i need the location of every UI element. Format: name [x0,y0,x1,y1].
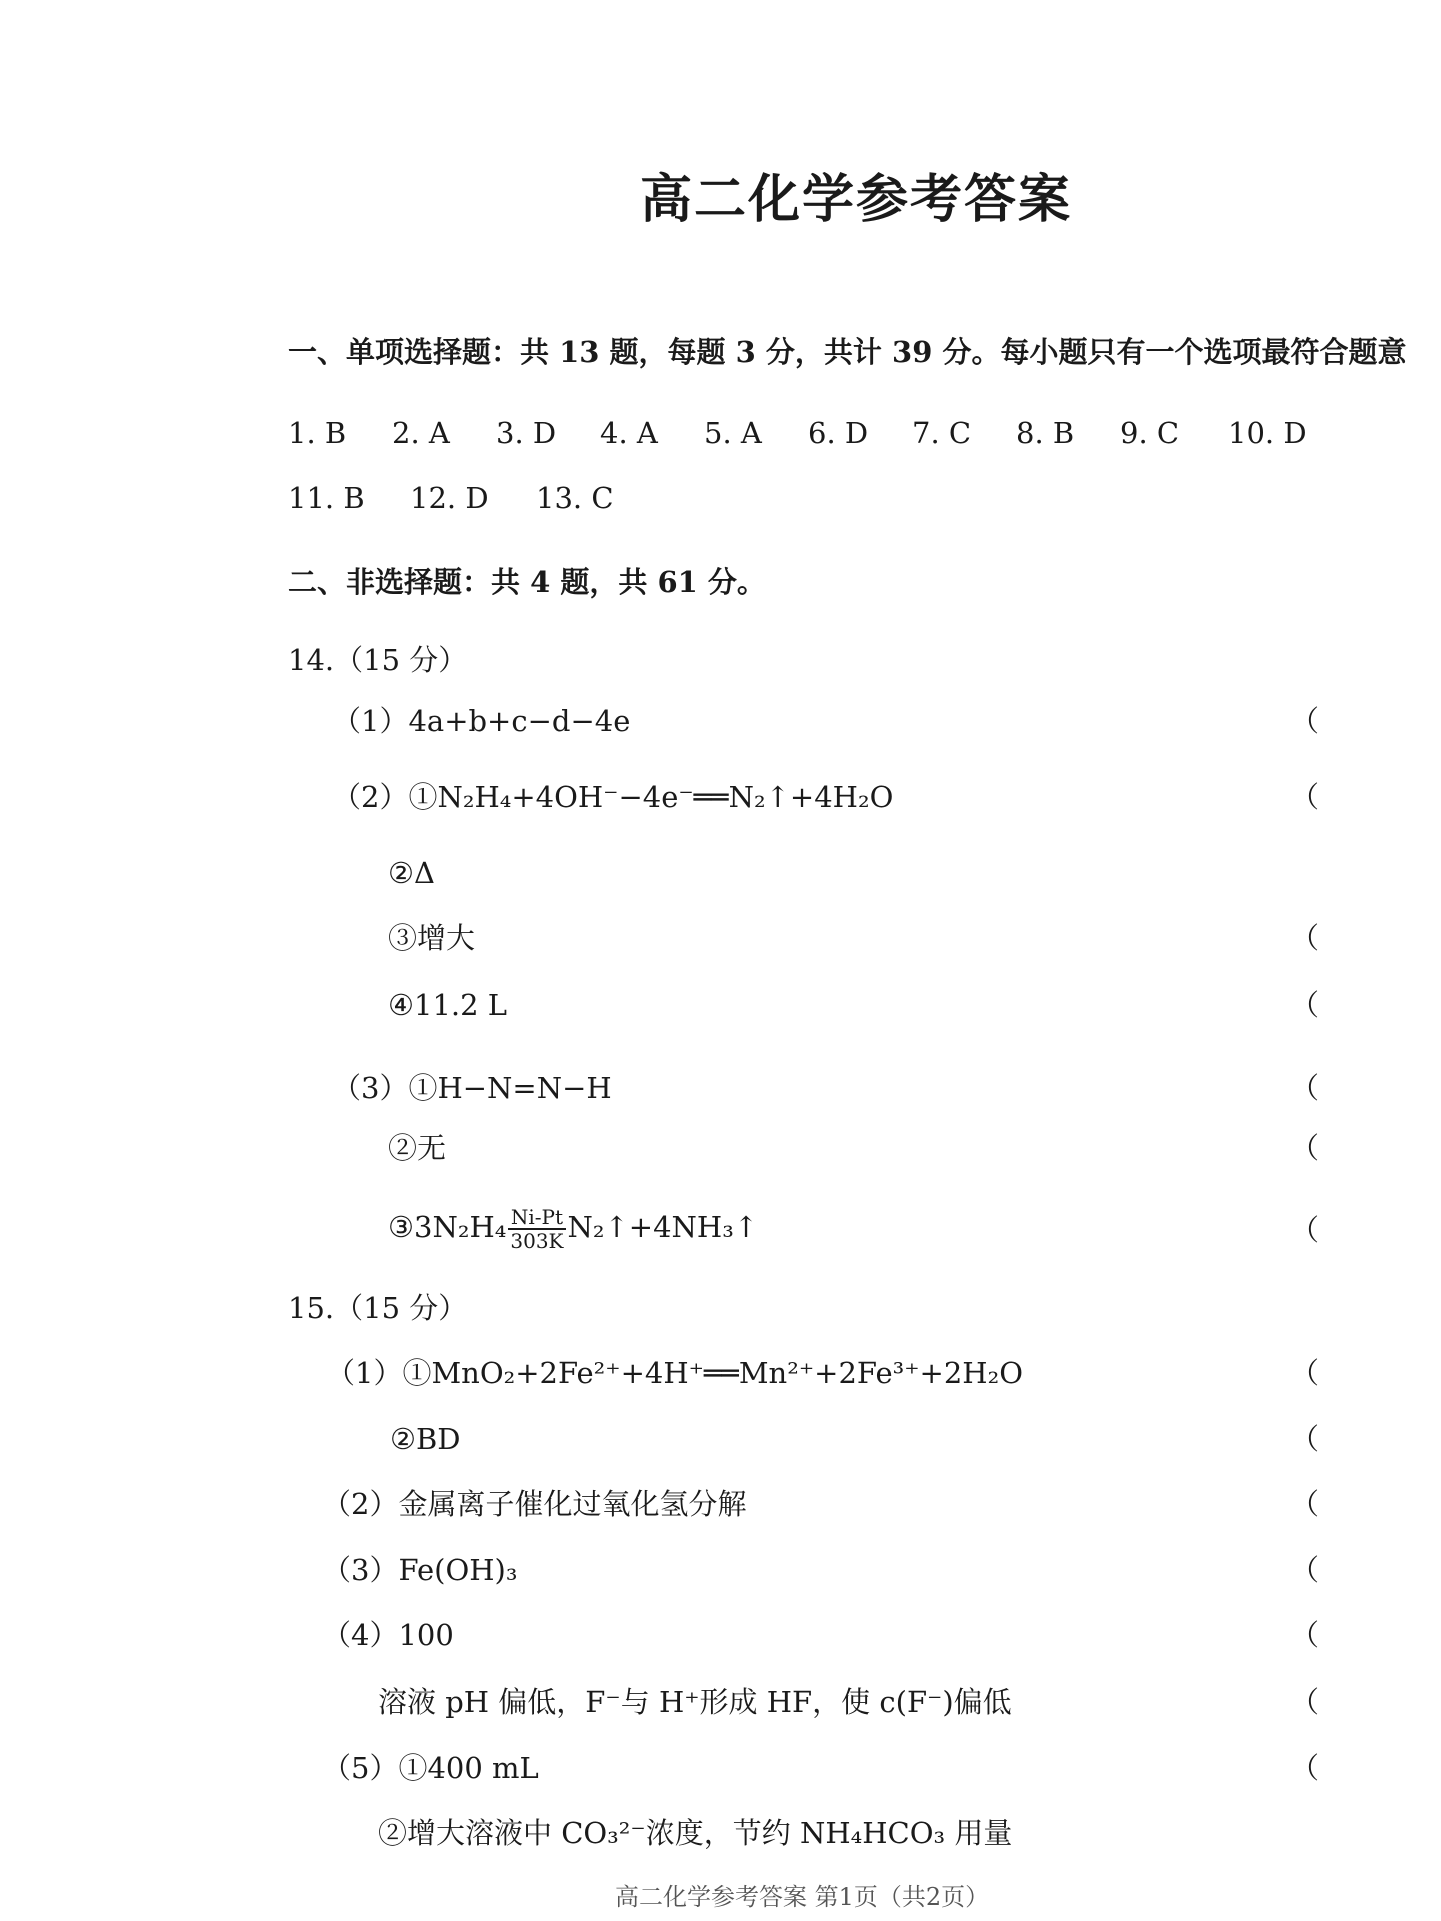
score-paren: （ [1290,1618,1320,1652]
mcq-answer: 8. B [1016,416,1075,450]
mcq-answer: 12. D [410,481,489,515]
page-title: 高二化学参考答案 [640,169,1073,230]
score-paren: （ [1290,1071,1320,1105]
score-paren: （ [1290,1751,1320,1785]
score-paren: （ [1290,1553,1320,1587]
q14-part3-1: （3）①H−N=N−H [332,1071,612,1105]
q14-part2-3: ③增大 [388,921,476,955]
mcq-answer: 1. B [288,416,347,450]
q15-part4: （4）100 [322,1618,454,1652]
mcq-answer: 9. C [1120,416,1180,450]
mcq-answer: 5. A [704,416,762,450]
score-paren: （ [1290,921,1320,955]
mcq-answer: 4. A [600,416,658,450]
score-paren: （ [1290,1487,1320,1521]
q14-part2-1: （2）①N₂H₄+4OH⁻−4e⁻══N₂↑+4H₂O [332,780,894,814]
catalyst-label: Ni-Pt [508,1206,565,1230]
equation-products: N₂↑+4NH₃↑ [567,1210,759,1244]
section2-heading: 二、非选择题：共 4 题，共 61 分。 [288,565,766,599]
q15-part5-1: （5）①400 mL [322,1751,539,1785]
score-paren: （ [1290,1685,1320,1719]
equation-reactants: ③3N₂H₄ [388,1210,507,1244]
mcq-answer: 10. D [1228,416,1307,450]
q14-part2-4: ④11.2 L [388,988,508,1022]
q15-part1-1: （1）①MnO₂+2Fe²⁺+4H⁺══Mn²⁺+2Fe³⁺+2H₂O [326,1356,1023,1390]
mcq-answer: 3. D [496,416,557,450]
q15-part5-2: ②增大溶液中 CO₃²⁻浓度，节约 NH₄HCO₃ 用量 [378,1816,1013,1850]
q14-header: 14.（15 分） [288,643,468,677]
score-paren: （ [1290,1356,1320,1390]
q14-part2-2: ②Δ [388,856,435,890]
q14-part3-2: ②无 [388,1131,447,1165]
mcq-answer: 13. C [536,481,614,515]
q15-part4-explanation: 溶液 pH 偏低，F⁻与 H⁺形成 HF，使 c(F⁻)偏低 [378,1685,1012,1719]
score-paren: （ [1290,780,1320,814]
q15-header: 15.（15 分） [288,1291,468,1325]
reaction-condition [508,1206,565,1252]
score-paren: （ [1290,704,1320,738]
q15-part3: （3）Fe(OH)₃ [322,1553,518,1587]
mcq-answer: 2. A [392,416,450,450]
page-footer: 高二化学参考答案 第1页（共2页） [615,1883,990,1911]
q14-part3-3 [388,1206,758,1252]
mcq-answer: 6. D [808,416,869,450]
q15-part1-2: ②BD [390,1422,461,1456]
score-paren: （ [1290,1213,1320,1247]
mcq-answer: 11. B [288,481,365,515]
score-paren: （ [1290,988,1320,1022]
section1-heading: 一、单项选择题：共 13 题，每题 3 分，共计 39 分。每小题只有一个选项最符合题意 [288,335,1407,369]
q15-part2: （2）金属离子催化过氧化氢分解 [322,1487,747,1521]
score-paren: （ [1290,1131,1320,1165]
q14-part1: （1）4a+b+c−d−4e [332,704,631,738]
score-paren: （ [1290,1422,1320,1456]
mcq-answer: 7. C [912,416,972,450]
temperature-label: 303K [510,1229,564,1253]
